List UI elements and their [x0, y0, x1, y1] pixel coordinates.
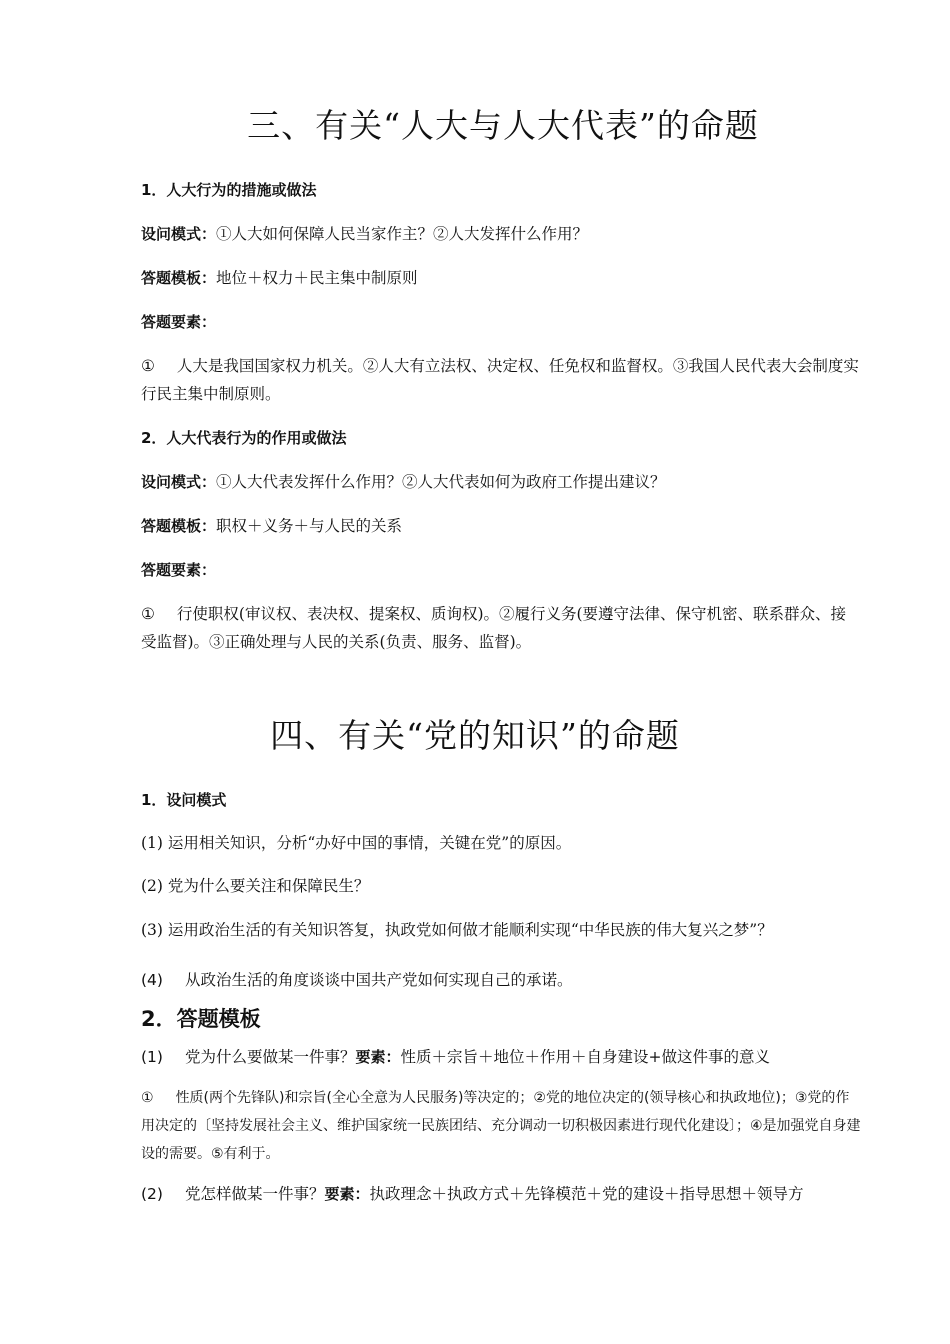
- elements-marker: ①: [141, 605, 155, 623]
- template-label: 答题模板：: [141, 517, 217, 535]
- detail-text: 性质(两个先锋队)和宗旨(全心全意为人民服务)等决定的；②党的地位决定的(领导核心和执政地位)；③党的作用决定的〔坚持发展社会主义、维护国家统一民族团结、充分调动一切积极因素进行现代化建设〕；④是加强党自身建设的需要。⑤有利于。: [141, 1090, 861, 1162]
- template-label: 答题模板：: [141, 269, 217, 287]
- section-3-item-1-question: [141, 220, 861, 248]
- elements-text: 执政理念＋执政方式＋先锋模范＋党的建设＋指导思想＋领导方: [369, 1185, 804, 1203]
- section-4-question-2: (2) 党为什么要关注和保障民生？: [141, 877, 370, 895]
- section-4-item-1-heading: 1．设问模式: [141, 791, 227, 809]
- template-text: 职权＋义务＋与人民的关系: [216, 517, 403, 535]
- question-label: 设问模式：: [141, 225, 217, 243]
- answer-number: (1): [141, 1048, 163, 1066]
- section-4-question-3: (3) 运用政治生活的有关知识答复，执政党如何做才能顺利实现“中华民族的伟大复兴之梦”？: [141, 921, 773, 939]
- section-4-question-1: (1) 运用相关知识，分析“办好中国的事情，关键在党”的原因。: [141, 834, 572, 852]
- elements-text: 人大是我国国家权力机关。②人大有立法权、决定权、任免权和监督权。③我国人民代表大会制度实行民主集中制原则。: [141, 357, 859, 403]
- answer-question: 党为什么要做某一件事？: [184, 1048, 356, 1066]
- template-text: 地位＋权力＋民主集中制原则: [216, 269, 418, 287]
- section-3-item-1-elements: [141, 352, 861, 408]
- question-number: (4): [141, 971, 163, 989]
- answer-number: (2): [141, 1185, 163, 1203]
- elements-marker: ①: [141, 357, 155, 375]
- question-label: 设问模式：: [141, 473, 217, 491]
- section-3-item-2-heading: 2．人大代表行为的作用或做法: [141, 429, 347, 447]
- section-3-item-2-elements-label: 答题要素：: [141, 561, 217, 579]
- question-text: ①人大如何保障人民当家作主？②人大发挥什么作用？: [216, 225, 589, 243]
- section-4-question-4: [141, 966, 861, 994]
- detail-marker: ①: [141, 1090, 154, 1106]
- section-3-item-1-heading: 1．人大行为的措施或做法: [141, 181, 317, 199]
- section-3-item-2-elements: [141, 600, 861, 656]
- elements-text: 行使职权(审议权、表决权、提案权、质询权)。②履行义务(要遵守法律、保守机密、联系群众、接受监督)。③正确处理与人民的关系(负责、服务、监督)。: [141, 605, 847, 651]
- elements-label: 要素：: [355, 1048, 401, 1066]
- section-4-answer-2: [141, 1180, 861, 1208]
- section-3-item-1-elements-label: 答题要素：: [141, 313, 217, 331]
- answer-question: 党怎样做某一件事？: [184, 1185, 325, 1203]
- question-text: 从政治生活的角度谈谈中国共产党如何实现自己的承诺。: [184, 971, 573, 989]
- elements-label: 要素：: [324, 1185, 370, 1203]
- section-3-item-2-template: [141, 512, 861, 540]
- section-4-title: 四、有关“党的知识”的命题: [270, 716, 680, 755]
- section-4-answer-1-detail: [141, 1084, 863, 1168]
- question-text: ①人大代表发挥什么作用？②人大代表如何为政府工作提出建议？: [216, 473, 666, 491]
- section-4-answer-1: [141, 1043, 861, 1071]
- section-4-item-2-heading: 2．答题模板: [141, 1007, 261, 1031]
- section-3-title: 三、有关“人大与人大代表”的命题: [247, 106, 759, 145]
- elements-text: 性质＋宗旨＋地位＋作用＋自身建设+做这件事的意义: [400, 1048, 770, 1066]
- section-3-item-2-question: [141, 468, 861, 496]
- section-3-item-1-template: [141, 264, 861, 292]
